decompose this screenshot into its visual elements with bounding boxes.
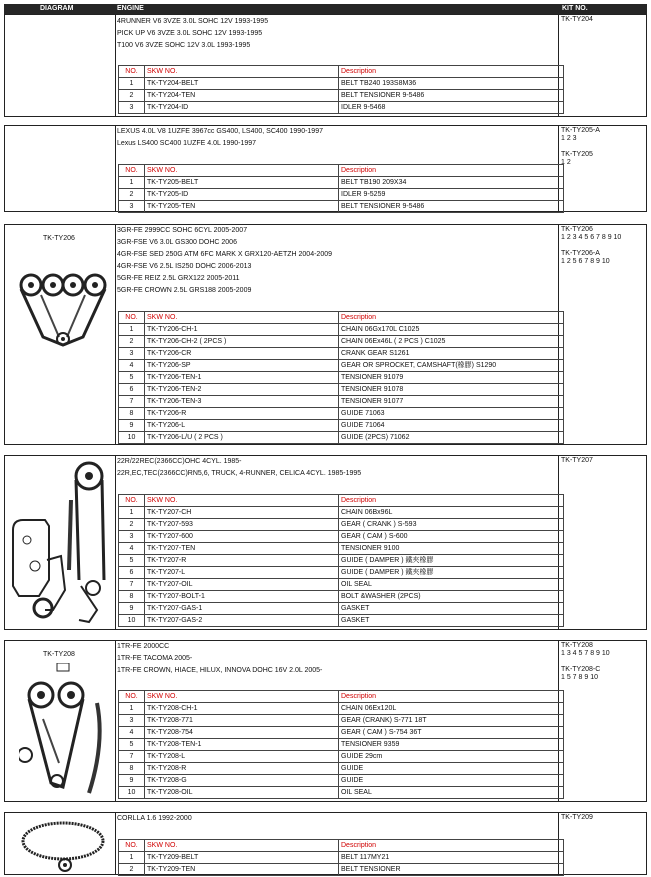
engine-application: 22R,EC,TEC(2366CC)RN5,6, TRUCK, 4-RUNNER, CELICA 4CYL. 1985-1995 [117, 470, 362, 477]
kit-number-line: TK-TY209 [561, 814, 593, 821]
table-row [119, 348, 564, 360]
kit-number-cell [558, 456, 646, 629]
engine-application: T100 V6 3VZE SOHC 12V 3.0L 1993-1995 [117, 42, 251, 49]
table-row [119, 336, 564, 348]
col-description: Description [339, 840, 564, 852]
table-row [119, 372, 564, 384]
table-row [119, 324, 564, 336]
part-skw-no: TK-TY208-771 [145, 715, 339, 727]
engine-application: 5GR-FE REIZ 2.5L GRX122 2005-2011 [117, 275, 240, 282]
parts-table [118, 494, 564, 627]
part-skw-no: TK-TY205-BELT [145, 177, 339, 189]
part-no: 9 [119, 420, 145, 432]
engine-application: 4GR-FSE SED 250G ATM 6FC MARK X GRX120-AETZH 2004-2009 [117, 251, 333, 258]
part-description: BELT TB190 209X34 [339, 177, 564, 189]
col-skw-no: SKW NO. [145, 840, 339, 852]
engine-gasket-diagram [9, 460, 113, 626]
table-row [119, 78, 564, 90]
col-no: NO. [119, 840, 145, 852]
timing-belt-diagram [15, 817, 111, 873]
kit-block [4, 812, 647, 875]
col-no: NO. [119, 66, 145, 78]
part-description: GUIDE ( DAMPER ) 鐵夾橡膠 [339, 567, 564, 579]
col-skw-no: SKW NO. [145, 691, 339, 703]
part-description: GEAR (CRANK) S-771 18T [339, 715, 564, 727]
diagram-cell [5, 225, 116, 444]
engine-application: LEXUS 4.0L V8 1UZFE 3967cc GS400, LS400, SC400 1990-1997 [117, 128, 323, 135]
kit-number-cell [558, 641, 646, 801]
kit-number-line: TK-TY205-A [561, 127, 600, 134]
part-skw-no: TK-TY208-OIL [145, 787, 339, 799]
diagram-cell [5, 126, 116, 211]
part-skw-no: TK-TY208-CH-1 [145, 703, 339, 715]
part-skw-no: TK-TY209-TEN [145, 864, 339, 876]
part-skw-no: TK-TY206-TEN-1 [145, 372, 339, 384]
table-row [119, 201, 564, 213]
part-skw-no: TK-TY207-TEN [145, 543, 339, 555]
col-skw-no: SKW NO. [145, 165, 339, 177]
part-no: 3 [119, 531, 145, 543]
part-description: BELT TENSIONER 9-5486 [339, 201, 564, 213]
table-row [119, 543, 564, 555]
part-no: 8 [119, 408, 145, 420]
part-no: 6 [119, 384, 145, 396]
part-description: GEAR ( CAM ) S-754 36T [339, 727, 564, 739]
part-description: CHAIN 06Ex120L [339, 703, 564, 715]
kit-number-line: 1 2 [561, 159, 571, 166]
table-row [119, 519, 564, 531]
part-no: 9 [119, 603, 145, 615]
part-description: GEAR ( CAM ) S-600 [339, 531, 564, 543]
part-skw-no: TK-TY208-754 [145, 727, 339, 739]
part-no: 10 [119, 787, 145, 799]
parts-table [118, 65, 564, 114]
col-description: Description [339, 495, 564, 507]
engine-application: 1TR-FE TACOMA 2005- [117, 655, 193, 662]
part-skw-no: TK-TY207-OIL [145, 579, 339, 591]
part-no: 7 [119, 579, 145, 591]
engine-application: 22R/22REC(2366CC)OHC 4CYL. 1985- [117, 458, 242, 465]
parts-table [118, 690, 564, 799]
part-skw-no: TK-TY208-G [145, 775, 339, 787]
part-description: IDLER 9-5468 [339, 102, 564, 114]
table-row [119, 420, 564, 432]
engine-application: 1TR-FE 2000CC [117, 643, 170, 650]
kit-number-line: TK-TY207 [561, 457, 593, 464]
part-skw-no: TK-TY206-CR [145, 348, 339, 360]
col-no: NO. [119, 691, 145, 703]
table-row [119, 384, 564, 396]
table-row [119, 177, 564, 189]
part-description: GUIDE ( DAMPER ) 鐵夾橡膠 [339, 555, 564, 567]
engine-application: 1TR-FE CROWN, HIACE, HILUX, INNOVA DOHC 16V 2.0L 2005- [117, 667, 323, 674]
part-description: BOLT &WASHER (2PCS) [339, 591, 564, 603]
table-row [119, 507, 564, 519]
part-skw-no: TK-TY208-TEN-1 [145, 739, 339, 751]
part-description: BELT TB240 193S8M36 [339, 78, 564, 90]
part-no: 3 [119, 201, 145, 213]
diagram-cell [5, 641, 116, 801]
parts-table-header [119, 312, 564, 324]
table-row [119, 531, 564, 543]
part-no: 2 [119, 90, 145, 102]
part-skw-no: TK-TY209-BELT [145, 852, 339, 864]
kit-number-line: 1 5 7 8 9 10 [561, 674, 598, 681]
header-diagram: DIAGRAM [40, 5, 74, 12]
engine-application: 3GR-FSE V6 3.0L GS300 DOHC 2006 [117, 239, 237, 246]
part-description: TENSIONER 91079 [339, 372, 564, 384]
kit-number-line: TK-TY208 [561, 642, 593, 649]
part-no: 8 [119, 591, 145, 603]
table-row [119, 567, 564, 579]
part-skw-no: TK-TY207-BOLT-1 [145, 591, 339, 603]
part-skw-no: TK-TY207-CH [145, 507, 339, 519]
part-no: 4 [119, 360, 145, 372]
table-row [119, 189, 564, 201]
table-row [119, 102, 564, 114]
part-no: 1 [119, 507, 145, 519]
part-skw-no: TK-TY207-600 [145, 531, 339, 543]
diagram-cell [5, 15, 116, 116]
part-skw-no: TK-TY208-R [145, 763, 339, 775]
kit-number-cell [558, 225, 646, 444]
part-description: TENSIONER 9100 [339, 543, 564, 555]
col-skw-no: SKW NO. [145, 66, 339, 78]
table-header [4, 4, 647, 14]
part-skw-no: TK-TY206-CH-2 ( 2PCS ) [145, 336, 339, 348]
parts-table-header [119, 66, 564, 78]
table-row [119, 591, 564, 603]
part-no: 7 [119, 751, 145, 763]
col-no: NO. [119, 312, 145, 324]
part-no: 3 [119, 715, 145, 727]
part-description: GUIDE [339, 763, 564, 775]
part-skw-no: TK-TY206-L/U ( 2 PCS ) [145, 432, 339, 444]
part-no: 9 [119, 775, 145, 787]
kit-block [4, 224, 647, 445]
part-no: 2 [119, 189, 145, 201]
kit-number-line: TK-TY208-C [561, 666, 601, 673]
part-description: TENSIONER 9359 [339, 739, 564, 751]
parts-table [118, 311, 564, 444]
part-no: 5 [119, 555, 145, 567]
part-no: 2 [119, 519, 145, 531]
part-skw-no: TK-TY208-L [145, 751, 339, 763]
kit-number-line: 1 2 5 6 7 8 9 10 [561, 258, 610, 265]
part-skw-no: TK-TY207-R [145, 555, 339, 567]
part-no: 8 [119, 763, 145, 775]
table-row [119, 396, 564, 408]
part-no: 5 [119, 739, 145, 751]
parts-table [118, 164, 564, 213]
part-skw-no: TK-TY207-593 [145, 519, 339, 531]
kit-block [4, 640, 647, 802]
part-no: 7 [119, 396, 145, 408]
part-skw-no: TK-TY206-CH-1 [145, 324, 339, 336]
part-no: 3 [119, 348, 145, 360]
kit-number-line: TK-TY204 [561, 16, 593, 23]
part-description: GEAR ( CRANK ) S-593 [339, 519, 564, 531]
parts-table-header [119, 691, 564, 703]
engine-application: CORLLA 1.6 1992-2000 [117, 815, 192, 822]
engine-application: Lexus LS400 SC400 1UZFE 4.0L 1990-1997 [117, 140, 257, 147]
part-no: 1 [119, 324, 145, 336]
part-description: GUIDE 71064 [339, 420, 564, 432]
table-row [119, 727, 564, 739]
parts-table-header [119, 495, 564, 507]
engine-application: 4RUNNER V6 3VZE 3.0L SOHC 12V 1993-1995 [117, 18, 269, 25]
diagram-cell [5, 813, 116, 874]
col-skw-no: SKW NO. [145, 312, 339, 324]
part-description: GUIDE 29cm [339, 751, 564, 763]
part-skw-no: TK-TY205-TEN [145, 201, 339, 213]
table-row [119, 864, 564, 876]
part-skw-no: TK-TY206-TEN-3 [145, 396, 339, 408]
kit-block [4, 125, 647, 212]
parts-table-header [119, 840, 564, 852]
part-description: CHAIN 06Gx170L C1025 [339, 324, 564, 336]
part-description: TENSIONER 91077 [339, 396, 564, 408]
part-no: 4 [119, 727, 145, 739]
engine-application: 5GR-FE CROWN 2.5L GRS188 2005-2009 [117, 287, 252, 294]
part-no: 6 [119, 567, 145, 579]
part-no: 2 [119, 864, 145, 876]
part-no: 3 [119, 102, 145, 114]
part-skw-no: TK-TY207-L [145, 567, 339, 579]
timing-chain-diagram [19, 663, 109, 799]
kit-number-line: 1 2 3 4 5 6 7 8 9 10 [561, 234, 622, 241]
table-row [119, 615, 564, 627]
diagram-kit-tag: TK-TY208 [43, 651, 75, 658]
kit-number-line: 1 3 4 5 7 8 9 10 [561, 650, 610, 657]
kit-number-line: 1 2 3 [561, 135, 577, 142]
col-skw-no: SKW NO. [145, 495, 339, 507]
part-description: CHAIN 06Bx96L [339, 507, 564, 519]
kit-block [4, 455, 647, 630]
table-row [119, 739, 564, 751]
part-skw-no: TK-TY206-TEN-2 [145, 384, 339, 396]
col-no: NO. [119, 165, 145, 177]
kit-number-line: TK-TY206-A [561, 250, 600, 257]
part-no: 5 [119, 372, 145, 384]
part-skw-no: TK-TY206-L [145, 420, 339, 432]
table-row [119, 751, 564, 763]
part-description: BELT 117MY21 [339, 852, 564, 864]
col-description: Description [339, 691, 564, 703]
kit-number-cell [558, 126, 646, 211]
kit-number-line: TK-TY206 [561, 226, 593, 233]
kit-number-line: TK-TY205 [561, 151, 593, 158]
parts-table [118, 839, 564, 876]
table-row [119, 775, 564, 787]
part-skw-no: TK-TY204-ID [145, 102, 339, 114]
part-description: GUIDE [339, 775, 564, 787]
table-row [119, 763, 564, 775]
header-engine: ENGINE [117, 5, 144, 12]
engine-application: PICK UP V6 3VZE 3.0L SOHC 12V 1993-1995 [117, 30, 263, 37]
part-skw-no: TK-TY207-GAS-1 [145, 603, 339, 615]
part-skw-no: TK-TY204-TEN [145, 90, 339, 102]
kit-block [4, 14, 647, 117]
part-description: CHAIN 06Ex46L ( 2 PCS ) C1025 [339, 336, 564, 348]
part-description: BELT TENSIONER [339, 864, 564, 876]
table-row [119, 408, 564, 420]
part-no: 2 [119, 336, 145, 348]
table-row [119, 555, 564, 567]
part-description: GASKET [339, 603, 564, 615]
part-description: GUIDE 71063 [339, 408, 564, 420]
table-row [119, 703, 564, 715]
table-row [119, 579, 564, 591]
parts-table-header [119, 165, 564, 177]
diagram-kit-tag: TK-TY206 [43, 235, 75, 242]
part-description: TENSIONER 91078 [339, 384, 564, 396]
diagram-cell [5, 456, 116, 629]
engine-application: 3GR-FE 2999CC SOHC 6CYL 2005-2007 [117, 227, 248, 234]
table-row [119, 90, 564, 102]
part-description: CRANK GEAR S1261 [339, 348, 564, 360]
part-skw-no: TK-TY205-ID [145, 189, 339, 201]
part-no: 10 [119, 432, 145, 444]
table-row [119, 852, 564, 864]
part-no: 1 [119, 177, 145, 189]
part-description: GUIDE (2PCS) 71062 [339, 432, 564, 444]
part-description: OIL SEAL [339, 579, 564, 591]
part-no: 1 [119, 852, 145, 864]
part-skw-no: TK-TY204-BELT [145, 78, 339, 90]
col-no: NO. [119, 495, 145, 507]
part-skw-no: TK-TY206-SP [145, 360, 339, 372]
part-skw-no: TK-TY207-GAS-2 [145, 615, 339, 627]
kit-number-cell [558, 813, 646, 874]
col-description: Description [339, 66, 564, 78]
part-no: 1 [119, 703, 145, 715]
header-kit-no: KIT NO. [562, 5, 588, 12]
table-row [119, 603, 564, 615]
part-description: IDLER 9-5259 [339, 189, 564, 201]
part-no: 4 [119, 543, 145, 555]
part-no: 1 [119, 78, 145, 90]
table-row [119, 715, 564, 727]
engine-application: 4GR-FSE V6 2.5L IS250 DOHC 2006-2013 [117, 263, 252, 270]
table-row [119, 360, 564, 372]
part-description: GEAR OR SPROCKET, CAMSHAFT(橡膠) S1290 [339, 360, 564, 372]
kit-number-cell [558, 15, 646, 116]
timing-chain-diagram [13, 267, 109, 367]
table-row [119, 432, 564, 444]
part-description: GASKET [339, 615, 564, 627]
col-description: Description [339, 312, 564, 324]
part-skw-no: TK-TY206-R [145, 408, 339, 420]
part-no: 10 [119, 615, 145, 627]
part-description: BELT TENSIONER 9-5486 [339, 90, 564, 102]
table-row [119, 787, 564, 799]
part-description: OIL SEAL [339, 787, 564, 799]
col-description: Description [339, 165, 564, 177]
